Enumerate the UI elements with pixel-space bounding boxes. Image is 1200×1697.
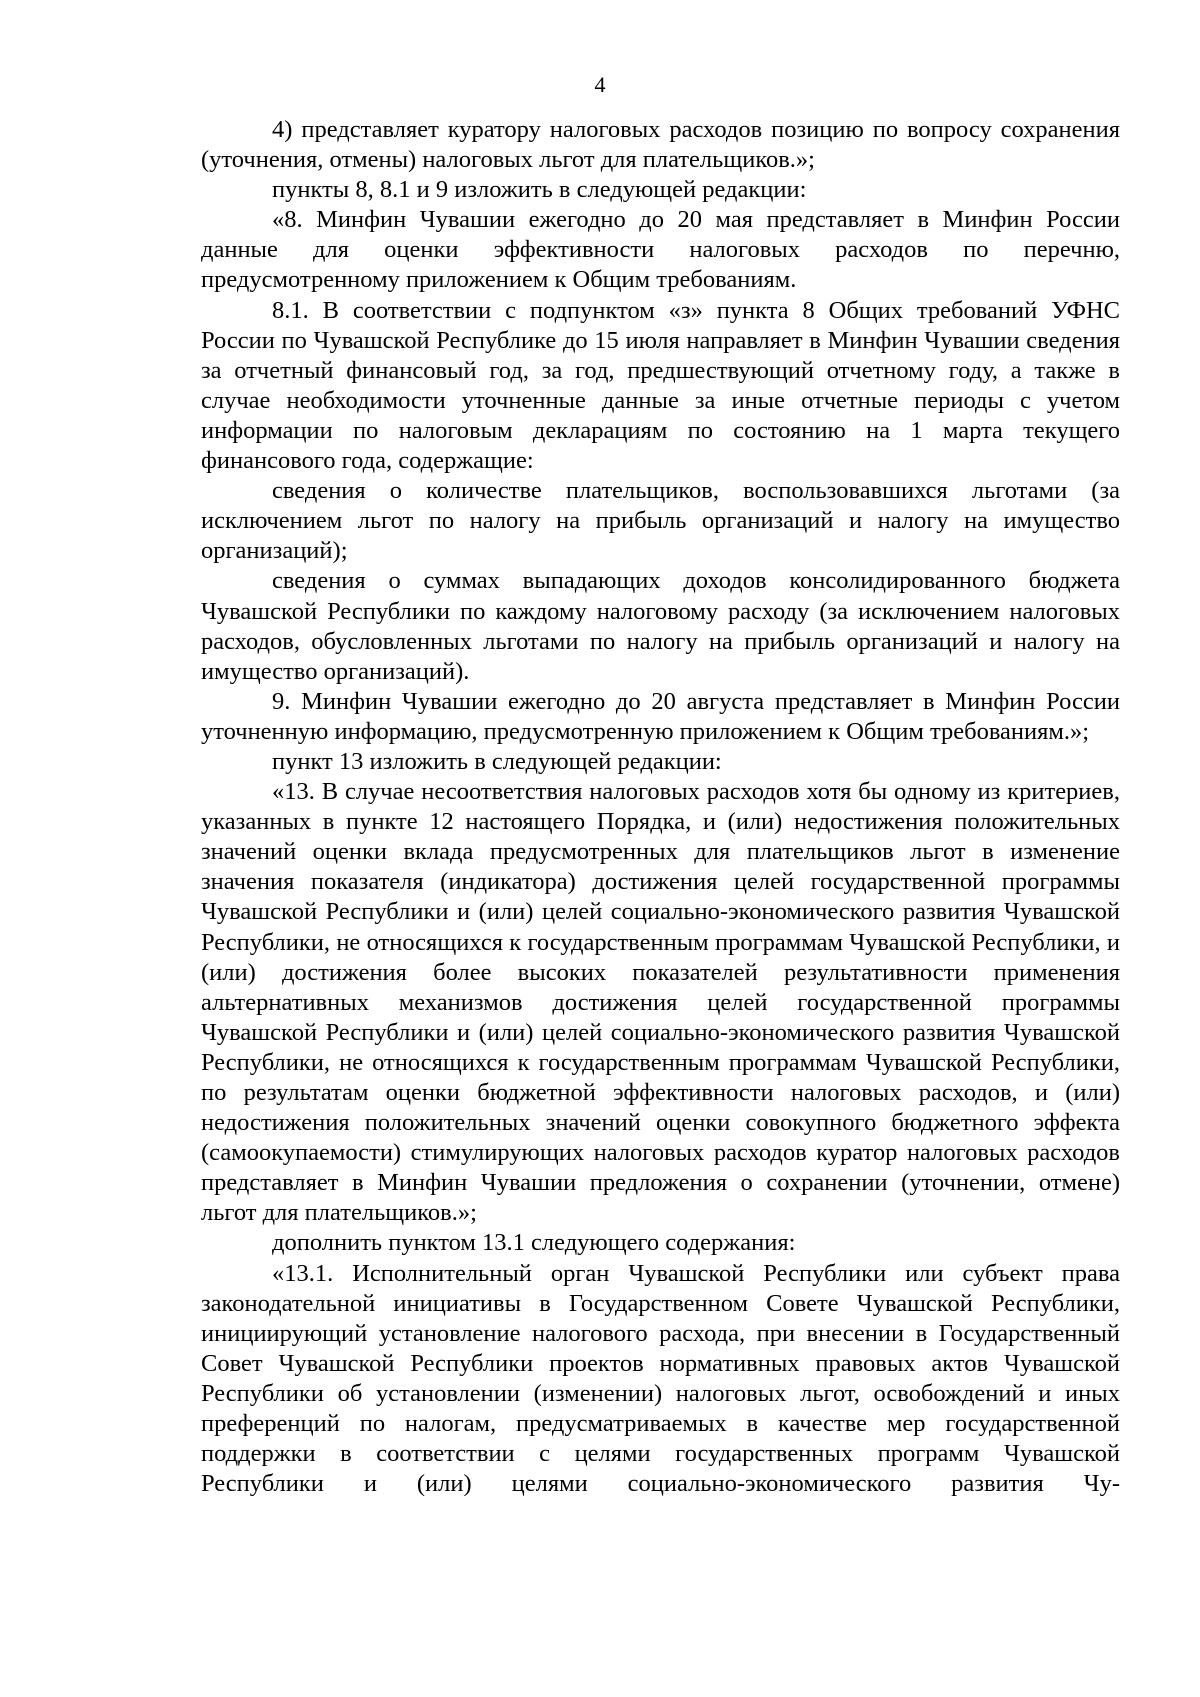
paragraph-amend-points-8-9: пункты 8, 8.1 и 9 изложить в следующей редакции: [272,176,807,204]
paragraph-point-13-1: «13.1. Исполнительный орган Чувашской Республики или субъект права законодательной инициативы в Государственном Совете Чувашской Республики, инициирующий установление налогового расхода, при внесении в Государственный Совет Чувашской Республики проектов нормативных правовых актов Чувашской Республики об установлении (изменении) налоговых льгот, освобождений и иных преференций по налогам, предусматриваемых в качестве мер государственной поддержки в соответствии с целями государственных программ Чувашской Республики и (или) целями социально-экономического развития Чу- [201,1259,1120,1498]
paragraph-item-4-curator-position: 4) представляет куратору налоговых расходов позицию по вопросу сохранения (уточнения, отмены) налоговых льгот для плательщиков.»; [201,116,1120,174]
paragraph-payers-count: сведения о количестве плательщиков, воспользовавшихся льготами (за исключением льгот по налогу на прибыль организаций и налогу на имущество организаций); [201,477,1120,565]
paragraph-point-9: 9. Минфин Чувашии ежегодно до 20 августа представляет в Минфин России уточненную информацию, предусмотренную приложением к Общим требованиям.»; [201,687,1120,745]
paragraph-point-8-1: 8.1. В соответствии с подпунктом «з» пункта 8 Общих требований УФНС России по Чувашской Республике до 15 июля направляет в Минфин Чувашии сведения за отчетный финансовый год, за год, предшествующий отчетному году, а также в случае необходимости уточненные данные за иные отчетные периоды с учетом информации по налоговым декларациям по состоянию на 1 марта текущего финансового года, содержащие: [201,296,1120,475]
page-number: 4 [594,72,606,97]
paragraph-amend-point-13: пункт 13 изложить в следующей редакции: [272,747,722,775]
paragraph-point-8: «8. Минфин Чувашии ежегодно до 20 мая представляет в Минфин России данные для оценки эффективности налоговых расходов по перечню, предусмотренному приложением к Общим требованиям. [201,206,1120,294]
paragraph-add-point-13-1: дополнить пунктом 13.1 следующего содержания: [272,1229,796,1257]
document-body [201,115,1120,1499]
paragraph-lost-revenue: сведения о суммах выпадающих доходов консолидированного бюджета Чувашской Республики по каждому налоговому расходу (за исключением налоговых расходов, обусловленных льготами по налогу на прибыль организаций и налогу на имущество организаций). [201,567,1120,685]
paragraph-point-13: «13. В случае несоответствия налоговых расходов хотя бы одному из критериев, указанных в пункте 12 настоящего Порядка, и (или) недостижения положительных значений оценки вклада предусмотренных для плательщиков льгот в изменение значения показателя (индикатора) достижения целей государственной программы Чувашской Республики и (или) целей социально-экономического развития Чувашской Республики, не относящихся к государственным программам Чувашской Республики, и (или) достижения более высоких показателей результативности применения альтернативных механизмов достижения целей государственной программы Чувашской Республики и (или) целей социально-экономического развития Чувашской Республики, не относящихся к государственным программам Чувашской Республики, по результатам оценки бюджетной эффективности налоговых расходов, и (или) недостижения положительных значений оценки совокупного бюджетного эффекта (самоокупаемости) стимулирующих налоговых расходов куратор налоговых расходов представляет в Минфин Чувашии предложения о сохранении (уточнении, отмене) льгот для плательщиков.»; [201,778,1120,1227]
